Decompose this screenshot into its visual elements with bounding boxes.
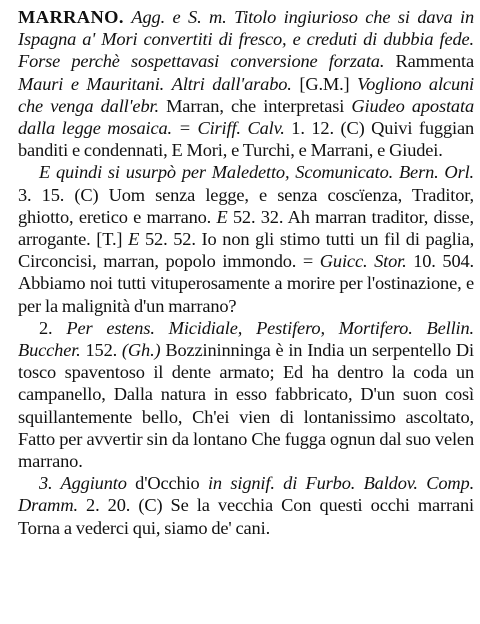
entry-sense-paragraph bbox=[18, 161, 474, 316]
reference-word: Rammenta bbox=[395, 51, 474, 72]
definition-text: d'Occhio bbox=[135, 473, 200, 494]
definition-text: Agg. e S. m. Titolo ingiurioso che si dava in Ispagna a' Mori convertiti di fresco, e creduti di dubbia fede. Forse perchè sospettavasi conversione forzata. bbox=[18, 7, 475, 72]
citation-ref: (Gh.) bbox=[121, 340, 161, 361]
sense-definition: E quindi si usurpò per Maledetto, Scomunicato. bbox=[39, 162, 394, 183]
editor-mark: [G.M.] bbox=[299, 73, 350, 94]
citation-source: Guicc. Stor. bbox=[319, 251, 407, 272]
definition-text: Mauri e Mauritani. bbox=[18, 73, 165, 94]
citation-quote: 10. 504. Abbiamo noi tutti vituperosamente a morire per l'ostinazione, e per la malignità d'un marrano? bbox=[18, 251, 475, 316]
entry-sense-2-paragraph bbox=[18, 317, 474, 472]
citation-source: E bbox=[216, 206, 228, 227]
entry-definition-paragraph bbox=[18, 6, 474, 161]
citation-quote: Bozzininninga è in India un serpentello Di tosco spaventoso il dente armato; Ed ha dentro la coda un campanello, Dalla natura in esso fabbricato, D'un suon così squillantemente bello, Ch'ei vien di lontanissimo ascoltato, Fatto per avvertir sin da lontano Che fugga ognun dal suo velen marrano. bbox=[18, 340, 474, 472]
citation-quote: 3. 15. (C) Uom senza legge, e senza coscïenza, Traditor, ghiotto, eretico e marrano. bbox=[18, 184, 474, 227]
citation-quote: 2. 20. (C) Se la vecchia Con questi occhi marrani Torna a vederci qui, siamo de' cani. bbox=[18, 495, 474, 538]
citation-source: in signif. di Furbo. Baldov. Comp. Dramm. bbox=[18, 473, 475, 516]
sense-definition: 3. Aggiunto bbox=[39, 473, 127, 494]
sense-number: 2. bbox=[39, 317, 53, 338]
definition-text: Marran, che interpretasi bbox=[166, 95, 345, 116]
citation-quote: 52. 52. Io non gli stimo tutti un fil di paglia, Circoncisi, marran, popolo immondo. = bbox=[18, 229, 475, 272]
citation-ref: 152. bbox=[85, 340, 118, 361]
citation-quote: 52. 32. Ah marran traditor, disse, arrogante. [T.] bbox=[18, 206, 474, 250]
citation-source: Bern. Orl. bbox=[398, 162, 474, 183]
definition-text: Vogliono alcuni che venga dall'ebr. bbox=[18, 73, 474, 116]
sense-definition: Per estens. Micidiale, Pestifero, Mortifero. Bellin. Buccher. bbox=[18, 317, 474, 361]
citation-source: E bbox=[128, 229, 140, 250]
citation-source: = Ciriff. Calv. bbox=[178, 118, 285, 139]
entry-headword: MARRANO. bbox=[18, 7, 124, 27]
definition-text: Altri dall'arabo. bbox=[171, 73, 292, 94]
citation-quote: 1. 12. (C) Quivi fuggian banditi e condennati, E Mori, e Turchi, e Marrani, e Giudei. bbox=[18, 118, 475, 161]
definition-text: Giudeo apostata dalla legge mosaica. bbox=[18, 95, 474, 139]
entry-sense-3-paragraph bbox=[18, 472, 474, 539]
